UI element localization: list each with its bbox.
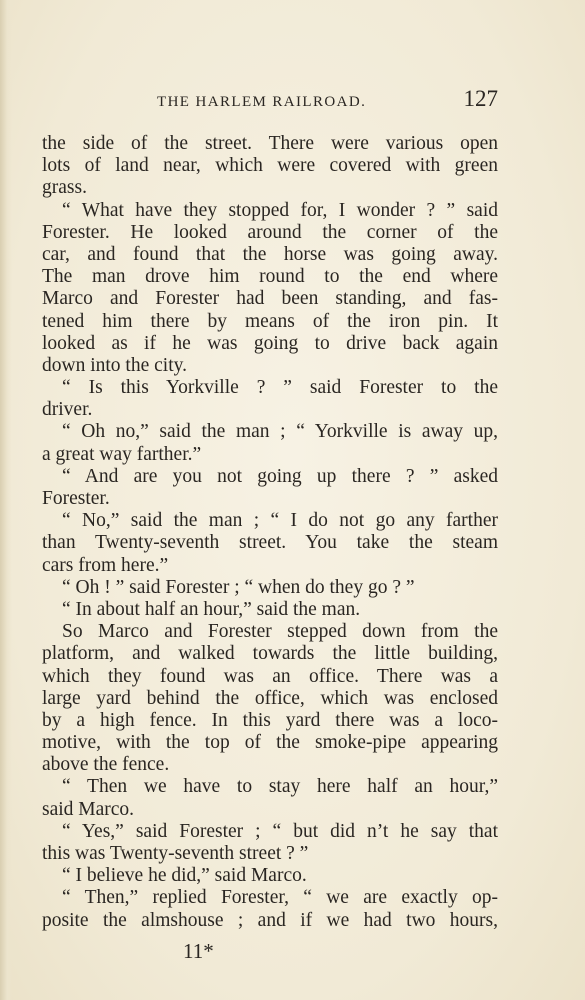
text-line: motive, with the top of the smoke-pipe appearing [42,732,498,754]
text-line: the side of the street. There were various open [42,133,498,154]
text-line: The man drove him round to the end where [42,266,498,288]
text-line: platform, and walked towards the little building, [42,643,498,665]
signature-mark: 11* [183,939,214,963]
page-binding-edge [0,0,12,1000]
running-head: THE HARLEM RAILROAD. [157,94,367,110]
text-line: by a high fence. In this yard there was a loco- [42,709,498,731]
text-line: “ Then we have to stay here half an hour,” [62,776,498,798]
text-line: “ I believe he did,” said Marco. [62,865,307,887]
page-number: 127 [463,86,498,111]
text-line: which they found was an office. There was a [42,665,498,687]
text-line: Forester. He looked around the corner of the [42,221,498,243]
text-line: “ Yes,” said Forester ; “ but did n’t he say that [62,820,498,842]
text-line: driver. [42,399,93,421]
text-line: above the fence. [42,754,170,776]
text-line: car, and found that the horse was going away. [42,243,498,265]
text-line: large yard behind the office, which was enclosed [42,687,498,709]
text-line: “ Is this Yorkville ? ” said Forester to the [62,377,498,399]
text-line: “ In about half an hour,” said the man. [62,598,361,620]
text-line: said Marco. [42,798,135,820]
page-header [42,86,498,120]
text-line: tened him there by means of the iron pin. It [42,310,498,332]
text-line: looked as if he was going to drive back again [42,332,498,354]
text-line: lots of land near, which were covered with green [42,155,498,177]
text-line: “ And are you not going up there ? ” asked [62,465,498,487]
text-line: Marco and Forester had been standing, and fas- [42,288,498,310]
text-line: than Twenty-seventh street. You take the steam [42,532,498,554]
text-line: “ No,” said the man ; “ I do not go any farther [62,510,498,532]
body-text [42,133,498,932]
text-line: So Marco and Forester stepped down from the [62,621,498,643]
text-line: down into the city. [42,354,187,376]
text-line: this was Twenty-seventh street ? ” [42,843,309,864]
text-line: a great way farther.” [42,443,202,465]
text-line: cars from here.” [42,554,169,576]
text-line: “ Oh no,” said the man ; “ Yorkville is away up, [62,421,498,443]
text-line: Forester. [42,488,110,509]
text-line: “ What have they stopped for, I wonder ? ” said [62,199,498,221]
text-line: “ Oh ! ” said Forester ; “ when do they go ? ” [62,576,415,598]
text-line: posite the almshouse ; and if we had two hours, [42,909,498,931]
text-line: grass. [42,177,87,199]
text-line: “ Then,” replied Forester, “ we are exactly op- [62,887,498,909]
